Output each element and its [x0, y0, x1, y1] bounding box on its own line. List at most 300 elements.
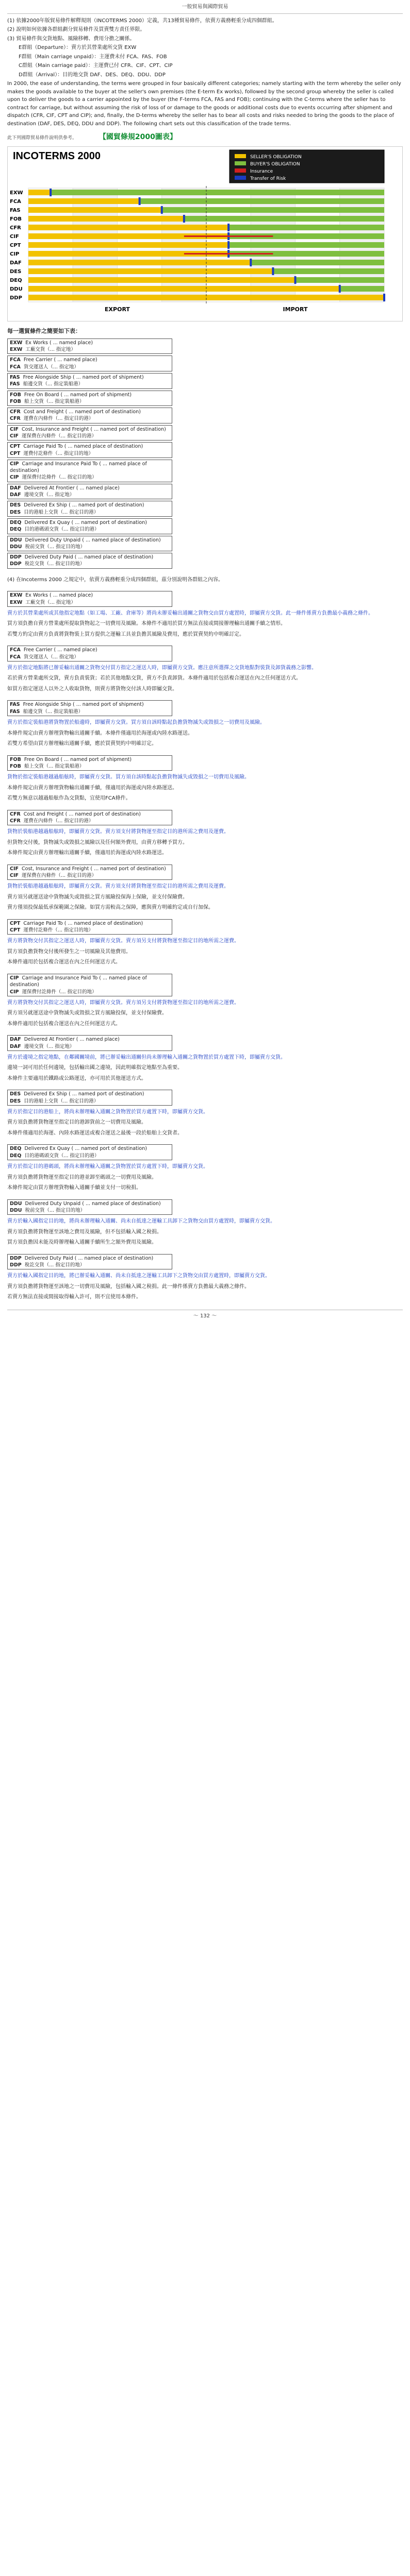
legend-swatch — [235, 161, 246, 165]
term-name-en: Carriage and Insurance Paid To ( ... named place of destination) — [10, 975, 147, 988]
term-code: FAS — [10, 374, 20, 380]
group-list-item: E群組（Departure）：賣方於其營業處所交貨 EXW — [19, 45, 137, 50]
term-detail-zh — [10, 599, 170, 606]
term-code: FCA — [10, 364, 21, 370]
insurance-bar — [184, 253, 273, 255]
term-detail-box — [7, 919, 172, 935]
reference-line — [7, 132, 403, 143]
term-name-zh: 運費在內條件（... 指定目的港） — [23, 416, 94, 422]
term-detail-paragraph: 貨物於裝船港越過船舷時，即屬賣方交貨。賣方須支付將貨物運至指定目的港所需之費用及運費。 — [7, 884, 229, 890]
term-name-zh: 目的港碼頭交貨（... 指定目的港） — [24, 527, 100, 533]
term-row-label: CIF — [10, 233, 19, 240]
term-detail-block — [7, 1035, 403, 1082]
term-detail-block — [7, 810, 403, 857]
term-summary-zh — [10, 492, 170, 498]
buyer-bar — [273, 268, 384, 274]
term-detail-box — [7, 1035, 172, 1051]
buyer-bar — [140, 198, 384, 204]
risk-marker — [250, 259, 252, 266]
term-detail-paragraph: 本條件規定由賣方辦理輸出通關手續，僅適用於海運或內陸水路運送。 — [7, 850, 167, 856]
legend-swatch — [235, 176, 246, 180]
term-summary-box — [7, 501, 172, 517]
term-row-label: CIP — [10, 251, 20, 257]
term-code: DEQ — [10, 1153, 22, 1159]
term-code: FCA — [10, 654, 21, 660]
term-code: CFR — [10, 811, 21, 817]
term-detail-box — [7, 591, 172, 607]
term-detail-paragraph: 賣方於指定地點將已辦妥輸出通關之貨物交付買方指定之運送人時，即屬賣方交貨。應注意所選擇之交貨地點對裝貨及卸貨義務之影響。 — [7, 665, 317, 671]
term-detail-block — [7, 1254, 403, 1301]
term-code: FOB — [10, 763, 21, 769]
term-detail-paragraph: 若賣方無法直接或間接取得輸入許可，則不宜使用本條件。 — [7, 1294, 141, 1300]
term-detail-paragraph: 如買方指定運送人以外之人收取貨物，則賣方將貨物交付該人時即屬交貨。 — [7, 686, 177, 692]
risk-marker — [227, 224, 229, 231]
intro-item: (3) 貿易條件與交貨地點、風險移轉、費用分擔之關係。 — [7, 36, 135, 42]
term-detail-block — [7, 974, 403, 1028]
term-summary-en — [10, 374, 170, 381]
term-detail-paragraph: 賣方須負擔將貨物運至指定目的港卸貨前之一切費用及風險。 — [7, 1120, 146, 1126]
risk-marker — [139, 197, 141, 205]
term-detail-block — [7, 1199, 403, 1247]
term-detail-block — [7, 919, 403, 967]
term-summary-box — [7, 484, 172, 500]
term-row-label: DES — [10, 268, 22, 275]
term-detail-paragraph: 若雙方希望由買方辦理輸出通關手續，應於買賣契約中明確訂定。 — [7, 741, 157, 747]
term-summary-box — [7, 442, 172, 458]
seller-bar — [28, 225, 228, 230]
term-detail-paragraph: 貨物於指定裝船港越過船舷時，即屬賣方交貨。買方須自該時點起負擔貨物滅失或毀損之一切費用及風險。 — [7, 774, 250, 781]
term-name-en: Delivered Ex Quay ( ... named port of destination) — [24, 519, 147, 526]
term-code: FOB — [10, 392, 21, 398]
chart-title: INCOTERMS 2000 — [13, 150, 101, 162]
term-code: FAS — [10, 708, 20, 715]
term-code: DAF — [10, 485, 21, 491]
intro-item: (2) 說明如何依據各群組劃分貿易條件及買賣雙方責任界限。 — [7, 27, 145, 32]
term-code: DDP — [10, 554, 22, 561]
term-detail-box — [7, 755, 172, 771]
seller-bar — [28, 190, 51, 195]
term-detail-en — [10, 920, 170, 927]
term-code: CIP — [10, 989, 19, 995]
term-row-label: FAS — [10, 207, 21, 213]
term-name-en: Free Alongside Ship ( ... named port of shipment) — [23, 374, 144, 380]
legend-label: BUYER'S OBLIGATION — [250, 161, 300, 167]
seller-bar — [28, 242, 228, 248]
term-detail-paragraph: 本條件適用於包括複合運送在內之任何運送方式。 — [7, 959, 121, 965]
term-summary-box — [7, 355, 172, 371]
term-summary-box — [7, 373, 172, 389]
term-detail-box — [7, 700, 172, 716]
term-code: DES — [10, 1098, 21, 1104]
term-detail-paragraph: 本條件規定由賣方辦理貨物輸出通關手續。本條件僅適用於海運或內陸水路運送。 — [7, 730, 193, 736]
term-detail-box — [7, 1090, 172, 1106]
term-detail-box — [7, 1254, 172, 1270]
term-name-zh: 運保費付訖條件（... 指定目的地） — [22, 474, 97, 481]
x-label-export: EXPORT — [105, 306, 130, 313]
term-summary-zh — [10, 474, 170, 481]
buyer-bar — [162, 207, 384, 213]
term-detail-paragraph: 本條件規定由買方辦理貨物輸入通關手續並支付一切稅捐。 — [7, 1185, 141, 1191]
term-name-en: Delivered Duty Unpaid ( ... named place of destination) — [25, 1200, 161, 1207]
term-detail-paragraph: 賣方於輸入國指定目的地，將尚未辦理輸入通關、尚未自抵達之運輸工具卸下之貨物交由買方處置時，即屬賣方交貨。 — [7, 1218, 275, 1225]
term-summary-en — [10, 519, 170, 526]
term-summary-en — [10, 502, 170, 509]
term-detail-zh — [10, 1043, 170, 1050]
risk-marker — [294, 276, 297, 284]
term-name-en: Delivered Duty Unpaid ( ... named place of destination) — [25, 537, 161, 543]
intro-english: In 2000, the ease of understanding, the terms were grouped in four basically different categories; namely starting with the term whereby the seller only makes the goods available to the buyer at the seller's own premises (the E-term Ex works), followed by the second group whereby the seller is called upon to deliver the goods to a carrier appointed by the buyer (the F-terms FCA, FAS and FOB); continuing with the C-terms where the seller has to contract for carriage, but without assuming the risk of loss of or damage to the goods or additional costs due to events occurring after shipment and dispatch (CFR, CIF, CPT and CIP); and, finally, the D-terms whereby the seller has to bear all costs and risks needed to bring the goods to the place of destination (DAF, DES, DEQ, DDU and DDP). The following chart sets out this classification of the trade terms. — [7, 81, 401, 127]
term-detail-zh — [10, 763, 170, 770]
risk-marker — [383, 294, 385, 301]
term-code: EXW — [10, 347, 23, 353]
term-detail-en — [10, 1036, 170, 1043]
term-detail-box — [7, 810, 172, 826]
term-name-en: Delivered Duty Paid ( ... named place of destination) — [24, 1255, 154, 1261]
term-summary-zh — [10, 561, 170, 567]
group-list-item: C群組（Main carriage paid）：主運費已付 CFR、CIF、CPT、CIP — [19, 63, 173, 69]
term-row-label: CPT — [10, 242, 21, 248]
term-detail-paragraph: 但貨物交付後，貨物滅失或毀損之風險以及任何額外費用，由賣方移轉予買方。 — [7, 839, 188, 845]
term-detail-en — [10, 866, 170, 872]
term-detail-paragraph: 賣方於指定目的港船上，將尚未辦理輸入通關之貨物置於買方處置下時，即屬賣方交貨。 — [7, 1109, 208, 1115]
term-summary-en — [10, 392, 170, 398]
term-detail-en — [10, 811, 170, 818]
term-name-zh: 稅訖交貨（... 指定目的地） — [24, 1262, 85, 1268]
group-boxes — [7, 338, 403, 569]
term-name-en: Cost, Insurance and Freight ( ... named port of destination) — [22, 426, 166, 432]
term-name-zh: 邊境交貨（... 指定地） — [24, 1043, 75, 1049]
term-detail-zh — [10, 989, 170, 995]
term-name-zh: 船邊交貨（... 指定裝船港） — [23, 708, 84, 715]
legend-label: Insurance — [250, 168, 273, 174]
term-detail-zh — [10, 708, 170, 715]
term-detail-box — [7, 865, 172, 880]
term-detail-paragraph: 賣方須另就運送途中貨物滅失或毀損之買方風險投保，並支付保險費。 — [7, 1010, 167, 1016]
buyer-bar — [51, 190, 384, 195]
details-intro: (4) 在Incoterms 2000 之規定中，依賣方義務輕重分成四個群組，茲分別說明各群組之內容。 — [7, 577, 224, 583]
term-summary-box — [7, 338, 172, 354]
term-row-label: FOB — [10, 216, 22, 222]
term-detail-paragraph: 賣方須負擔將貨物運至該地之費用及風險，但不包括輸入國之稅捐。 — [7, 1229, 162, 1235]
term-summary-en — [10, 426, 170, 433]
term-name-zh: 邊境交貨（... 指定地） — [24, 492, 75, 498]
term-code: CIF — [10, 426, 19, 432]
term-code: DDP — [10, 561, 22, 567]
group-list-item: F群組（Main carriage unpaid）：主運費未付 FCA、FAS、FOB — [19, 54, 167, 60]
term-name-zh: 船上交貨（... 指定裝船港） — [24, 398, 85, 404]
term-name-zh: 運費付訖條件（... 指定目的地） — [23, 450, 94, 456]
term-summary-box — [7, 408, 172, 423]
term-summary-zh — [10, 544, 170, 550]
term-summary-en — [10, 485, 170, 492]
seller-bar — [28, 260, 251, 265]
legend-swatch — [235, 168, 246, 173]
term-details — [7, 591, 403, 1301]
term-code: DAF — [10, 1043, 21, 1049]
term-detail-box — [7, 646, 172, 662]
term-code: DEQ — [10, 1146, 22, 1152]
term-summary-box — [7, 553, 172, 569]
term-summary-en — [10, 443, 170, 450]
term-row-label: DAF — [10, 260, 22, 266]
term-summary-box — [7, 518, 172, 534]
term-detail-paragraph: 買方須負擔貨物交付後所發生之一切風險及其他費用。 — [7, 948, 131, 955]
term-detail-paragraph: 本條件僅適用於海運、內陸水路運送或複合運送之最後一段於船舶上交貨者。 — [7, 1130, 183, 1136]
term-summary-zh — [10, 381, 170, 387]
term-code: CPT — [10, 920, 21, 926]
term-code: EXW — [10, 340, 23, 346]
buyer-bar — [251, 260, 384, 265]
term-code: DDU — [10, 1200, 22, 1207]
term-detail-box — [7, 974, 172, 996]
legend-label: Transfer of Risk — [250, 176, 286, 181]
term-summary-zh — [10, 346, 170, 353]
term-row-label: CFR — [10, 225, 21, 231]
term-code: FOB — [10, 756, 21, 762]
term-detail-block — [7, 755, 403, 803]
term-name-zh: 貨交運送人（... 指定地） — [23, 654, 79, 660]
term-code: CFR — [10, 818, 21, 824]
term-name-zh: 貨交運送人（... 指定地） — [23, 364, 79, 370]
seller-bar — [28, 286, 340, 292]
term-summary-en — [10, 537, 170, 544]
term-summary-en — [10, 409, 170, 415]
term-detail-en — [10, 1255, 170, 1262]
term-summary-box — [7, 460, 172, 482]
term-detail-paragraph: 賣方須負擔將貨物運至指定目的港並卸至碼頭之一切費用及風險。 — [7, 1174, 157, 1180]
risk-marker — [227, 241, 229, 249]
term-code: DEQ — [10, 519, 22, 526]
term-row-label: EXW — [10, 190, 23, 196]
term-detail-paragraph: 賣方將貨物交付其指定之運送人時，即屬賣方交貨。賣方須另支付將貨物運至指定目的地所需之運費。 — [7, 938, 239, 944]
term-code: FAS — [10, 702, 20, 708]
legend-swatch — [235, 154, 246, 158]
term-code: DDU — [10, 544, 22, 550]
buyer-bar — [296, 277, 385, 283]
term-name-en: Delivered At Frontier ( ... named place) — [24, 485, 120, 491]
intro-section — [7, 17, 403, 128]
term-detail-box — [7, 1199, 172, 1215]
term-detail-zh — [10, 654, 170, 660]
term-code: DAF — [10, 492, 21, 498]
incoterms-chart — [7, 146, 403, 321]
term-code: DDU — [10, 1207, 22, 1213]
term-code: FOB — [10, 398, 21, 404]
term-summary-en — [10, 554, 170, 561]
term-name-zh: 船邊交貨（... 指定裝船港） — [23, 381, 84, 387]
term-detail-block — [7, 865, 403, 912]
incoterms-chart-svg — [8, 147, 402, 321]
term-detail-paragraph: 買方須負擔自賣方營業處所提取貨物起之一切費用及風險。本條件不適用於買方無法直接或間接辦理輸出通關手續之情形。 — [7, 621, 286, 627]
term-detail-paragraph: 若於賣方營業處所交貨，賣方負責裝貨；若於其他地點交貨，賣方不負責卸貨。本條件適用於包括複合運送在內之任何運送方式。 — [7, 675, 301, 682]
intro-item: (1) 依據2000年版貿易條件解釋規則（INCOTERMS 2000）定義，共13種貿易條件，依賣方義務輕重分成四個群組。 — [7, 18, 277, 24]
term-summary-zh — [10, 364, 170, 370]
term-code: FAS — [10, 381, 20, 387]
risk-marker — [161, 206, 163, 214]
term-name-zh: 船上交貨（... 指定裝船港） — [24, 763, 85, 769]
term-detail-box — [7, 1144, 172, 1160]
term-detail-block — [7, 1144, 403, 1192]
term-summary-box — [7, 536, 172, 552]
term-detail-zh — [10, 1153, 170, 1159]
groups-heading: 每一選貿條件之簡要如下表： — [7, 327, 81, 334]
term-name-en: Delivered Ex Ship ( ... named port of destination) — [24, 502, 144, 509]
term-summary-zh — [10, 398, 170, 405]
term-name-zh: 運保費付訖條件（... 指定目的地） — [22, 989, 97, 995]
term-detail-en — [10, 592, 170, 599]
reference-title: 【國貿條規2000圖表】 — [99, 133, 177, 141]
term-name-en: Cost and Freight ( ... named port of destination) — [23, 409, 141, 415]
term-name-en: Ex Works ( ... named place) — [25, 340, 93, 346]
term-detail-block — [7, 1090, 403, 1137]
term-name-en: Delivered Duty Paid ( ... named place of destination) — [24, 554, 154, 561]
term-name-en: Free On Board ( ... named port of shipment) — [24, 756, 132, 762]
term-detail-paragraph: 賣方於指定裝船港將貨物置於船邊時，即屬賣方交貨。買方須自該時點起負擔貨物滅失或毀損之一切費用及風險。 — [7, 720, 265, 726]
term-detail-paragraph: 本條件規定由賣方辦理貨物輸出通關手續，僅適用於海運或內陸水路運送。 — [7, 785, 177, 791]
term-detail-paragraph: 賣方僅須投保最低承保範圍之保險。如買方需較高之保障，應與賣方明確約定或自行加保。 — [7, 905, 214, 911]
term-detail-en — [10, 1091, 170, 1097]
term-detail-zh — [10, 1098, 170, 1105]
term-name-zh: 運費付訖條件（... 指定目的地） — [23, 927, 94, 934]
page-footer: ～ 132 ～ — [7, 1310, 403, 1320]
term-detail-zh — [10, 1207, 170, 1214]
term-name-zh: 稅訖交貨（... 指定目的地） — [24, 561, 85, 567]
term-summary-en — [10, 340, 170, 346]
term-row-label: DDU — [10, 286, 23, 292]
term-name-en: Carriage Paid To ( ... named place of destination) — [23, 920, 143, 926]
term-summary-en — [10, 461, 170, 474]
term-summary-zh — [10, 433, 170, 439]
term-code: CFR — [10, 409, 21, 415]
term-code: CPT — [10, 927, 21, 934]
term-detail-block — [7, 646, 403, 693]
term-code: CIP — [10, 461, 19, 467]
term-code: DES — [10, 509, 21, 515]
buyer-bar — [228, 225, 384, 230]
term-summary-box — [7, 425, 172, 441]
term-name-en: Free Carrier ( ... named place) — [23, 647, 97, 653]
term-code: EXW — [10, 592, 23, 599]
term-code: CIF — [10, 866, 19, 872]
term-code: DDU — [10, 537, 22, 543]
term-name-zh: 工廠交貨（... 指定地） — [25, 347, 76, 353]
term-code: DES — [10, 502, 21, 509]
term-detail-paragraph: 貨物於裝船港越過船舷時，即屬賣方交貨。賣方須支付將貨物運至指定目的港所需之費用及運費。 — [7, 829, 229, 835]
term-code: CIP — [10, 975, 19, 981]
buyer-bar — [228, 242, 384, 248]
term-detail-paragraph: 賣方於其營業處所或其他指定地點（如工場、工廠、倉庫等）將尚未辦妥輸出通關之貨物交由買方處置時，即屬賣方交貨。此一條件係賣方負擔最小義務之條件。 — [7, 610, 373, 616]
buyer-bar — [184, 216, 384, 222]
term-detail-paragraph: 本條件適用於包括複合運送在內之任何運送方式。 — [7, 1021, 121, 1027]
term-detail-paragraph: 賣方須另就運送途中貨物滅失或毀損之買方風險投保海上保險，並支付保險費。 — [7, 894, 188, 900]
risk-marker — [339, 285, 341, 293]
seller-bar — [28, 216, 184, 222]
risk-marker — [272, 267, 274, 275]
term-name-zh: 稅前交貨（... 指定目的地） — [25, 1207, 86, 1213]
page-header: 一般貿易與國際貿易 — [7, 3, 403, 14]
term-detail-en — [10, 701, 170, 708]
risk-marker — [50, 189, 52, 196]
term-detail-paragraph: 買方須負擔因未能及時辦理輸入通關手續所生之額外費用及風險。 — [7, 1240, 157, 1246]
seller-bar — [28, 207, 162, 213]
term-detail-paragraph: 本條件主要適用於鐵路或公路運送，亦可用於其他運送方式。 — [7, 1075, 146, 1081]
term-detail-zh — [10, 872, 170, 879]
term-name-zh: 目的港船上交貨（... 指定目的港） — [24, 509, 99, 515]
term-code: CPT — [10, 444, 21, 450]
term-summary-zh — [10, 450, 170, 457]
term-code: DDP — [10, 1255, 22, 1261]
term-detail-zh — [10, 1262, 170, 1268]
term-detail-paragraph: 邊境一詞可用於任何邊境，包括輸出國之邊境，因此明確指定地點至為重要。 — [7, 1065, 183, 1071]
legend-label: SELLER'S OBLIGATION — [250, 154, 302, 160]
term-detail-paragraph: 若雙方約定由賣方負責將貨物裝上買方提供之運輸工具並負擔其風險及費用，應於買賣契約中明確訂定。 — [7, 631, 244, 637]
term-name-zh: 目的港船上交貨（... 指定目的港） — [24, 1098, 99, 1104]
term-code: CFR — [10, 416, 21, 422]
term-summary-en — [10, 357, 170, 363]
term-detail-block — [7, 700, 403, 748]
term-name-en: Delivered Ex Quay ( ... named port of destination) — [24, 1146, 147, 1152]
term-detail-en — [10, 756, 170, 763]
term-name-zh: 運保費在內條件（... 指定目的港） — [22, 433, 97, 439]
term-name-zh: 目的港碼頭交貨（... 指定目的港） — [24, 1153, 100, 1159]
term-name-en: Free Carrier ( ... named place) — [23, 357, 97, 363]
term-code: CIF — [10, 873, 19, 879]
seller-bar — [28, 277, 296, 283]
term-code: CPT — [10, 450, 21, 456]
term-name-en: Cost, Insurance and Freight ( ... named port of destination) — [22, 866, 166, 872]
term-detail-paragraph: 賣方於邊境之指定地點，在鄰國關境前，將已辦妥輸出通關但尚未辦理輸入通關之貨物置於買方處置下時，即屬賣方交貨。 — [7, 1054, 286, 1060]
term-name-en: Carriage Paid To ( ... named place of destination) — [23, 444, 143, 450]
term-name-zh: 工廠交貨（... 指定地） — [25, 599, 76, 605]
term-detail-en — [10, 1145, 170, 1152]
term-code: EXW — [10, 599, 23, 605]
term-row-label: DDP — [10, 295, 22, 301]
term-code: FCA — [10, 357, 21, 363]
group-list-item: D群組（Arrival）：目的地交貨 DAF、DES、DEQ、DDU、DDP — [19, 72, 166, 78]
term-name-en: Delivered Ex Ship ( ... named port of destination) — [24, 1091, 144, 1097]
term-detail-zh — [10, 927, 170, 934]
term-detail-paragraph: 若雙方無意以越過船舷作為交貨點，宜使用FCA條件。 — [7, 795, 131, 802]
term-summary-zh — [10, 509, 170, 516]
term-detail-paragraph: 賣方於輸入國指定目的地，將已辦妥輸入通關、尚未自抵達之運輸工具卸下之貨物交由買方處置時，即屬賣方交貨。 — [7, 1273, 270, 1279]
term-detail-block — [7, 591, 403, 638]
term-name-zh: 運保費在內條件（... 指定目的港） — [22, 873, 97, 879]
term-detail-en — [10, 647, 170, 653]
term-row-label: FCA — [10, 198, 21, 205]
term-row-label: DEQ — [10, 277, 22, 283]
term-code: DAF — [10, 1037, 21, 1043]
term-code: DEQ — [10, 527, 22, 533]
term-code: FCA — [10, 647, 21, 653]
term-code: CIP — [10, 474, 19, 481]
term-detail-en — [10, 1200, 170, 1207]
term-name-en: Ex Works ( ... named place) — [25, 592, 93, 599]
term-detail-en — [10, 975, 170, 989]
term-summary-zh — [10, 526, 170, 533]
term-code: CIF — [10, 433, 19, 439]
term-name-zh: 稅前交貨（... 指定目的地） — [25, 544, 86, 550]
term-name-en: Free On Board ( ... named port of shipment) — [24, 392, 132, 398]
term-code: DDP — [10, 1262, 22, 1268]
term-name-en: Delivered At Frontier ( ... named place) — [24, 1037, 120, 1043]
term-name-en: Free Alongside Ship ( ... named port of shipment) — [23, 702, 144, 708]
seller-bar — [28, 268, 273, 274]
term-code: DES — [10, 1091, 21, 1097]
risk-marker — [183, 215, 185, 223]
term-name-zh: 運費在內條件（... 指定目的港） — [23, 818, 94, 824]
term-summary-box — [7, 391, 172, 406]
seller-bar — [28, 198, 140, 204]
